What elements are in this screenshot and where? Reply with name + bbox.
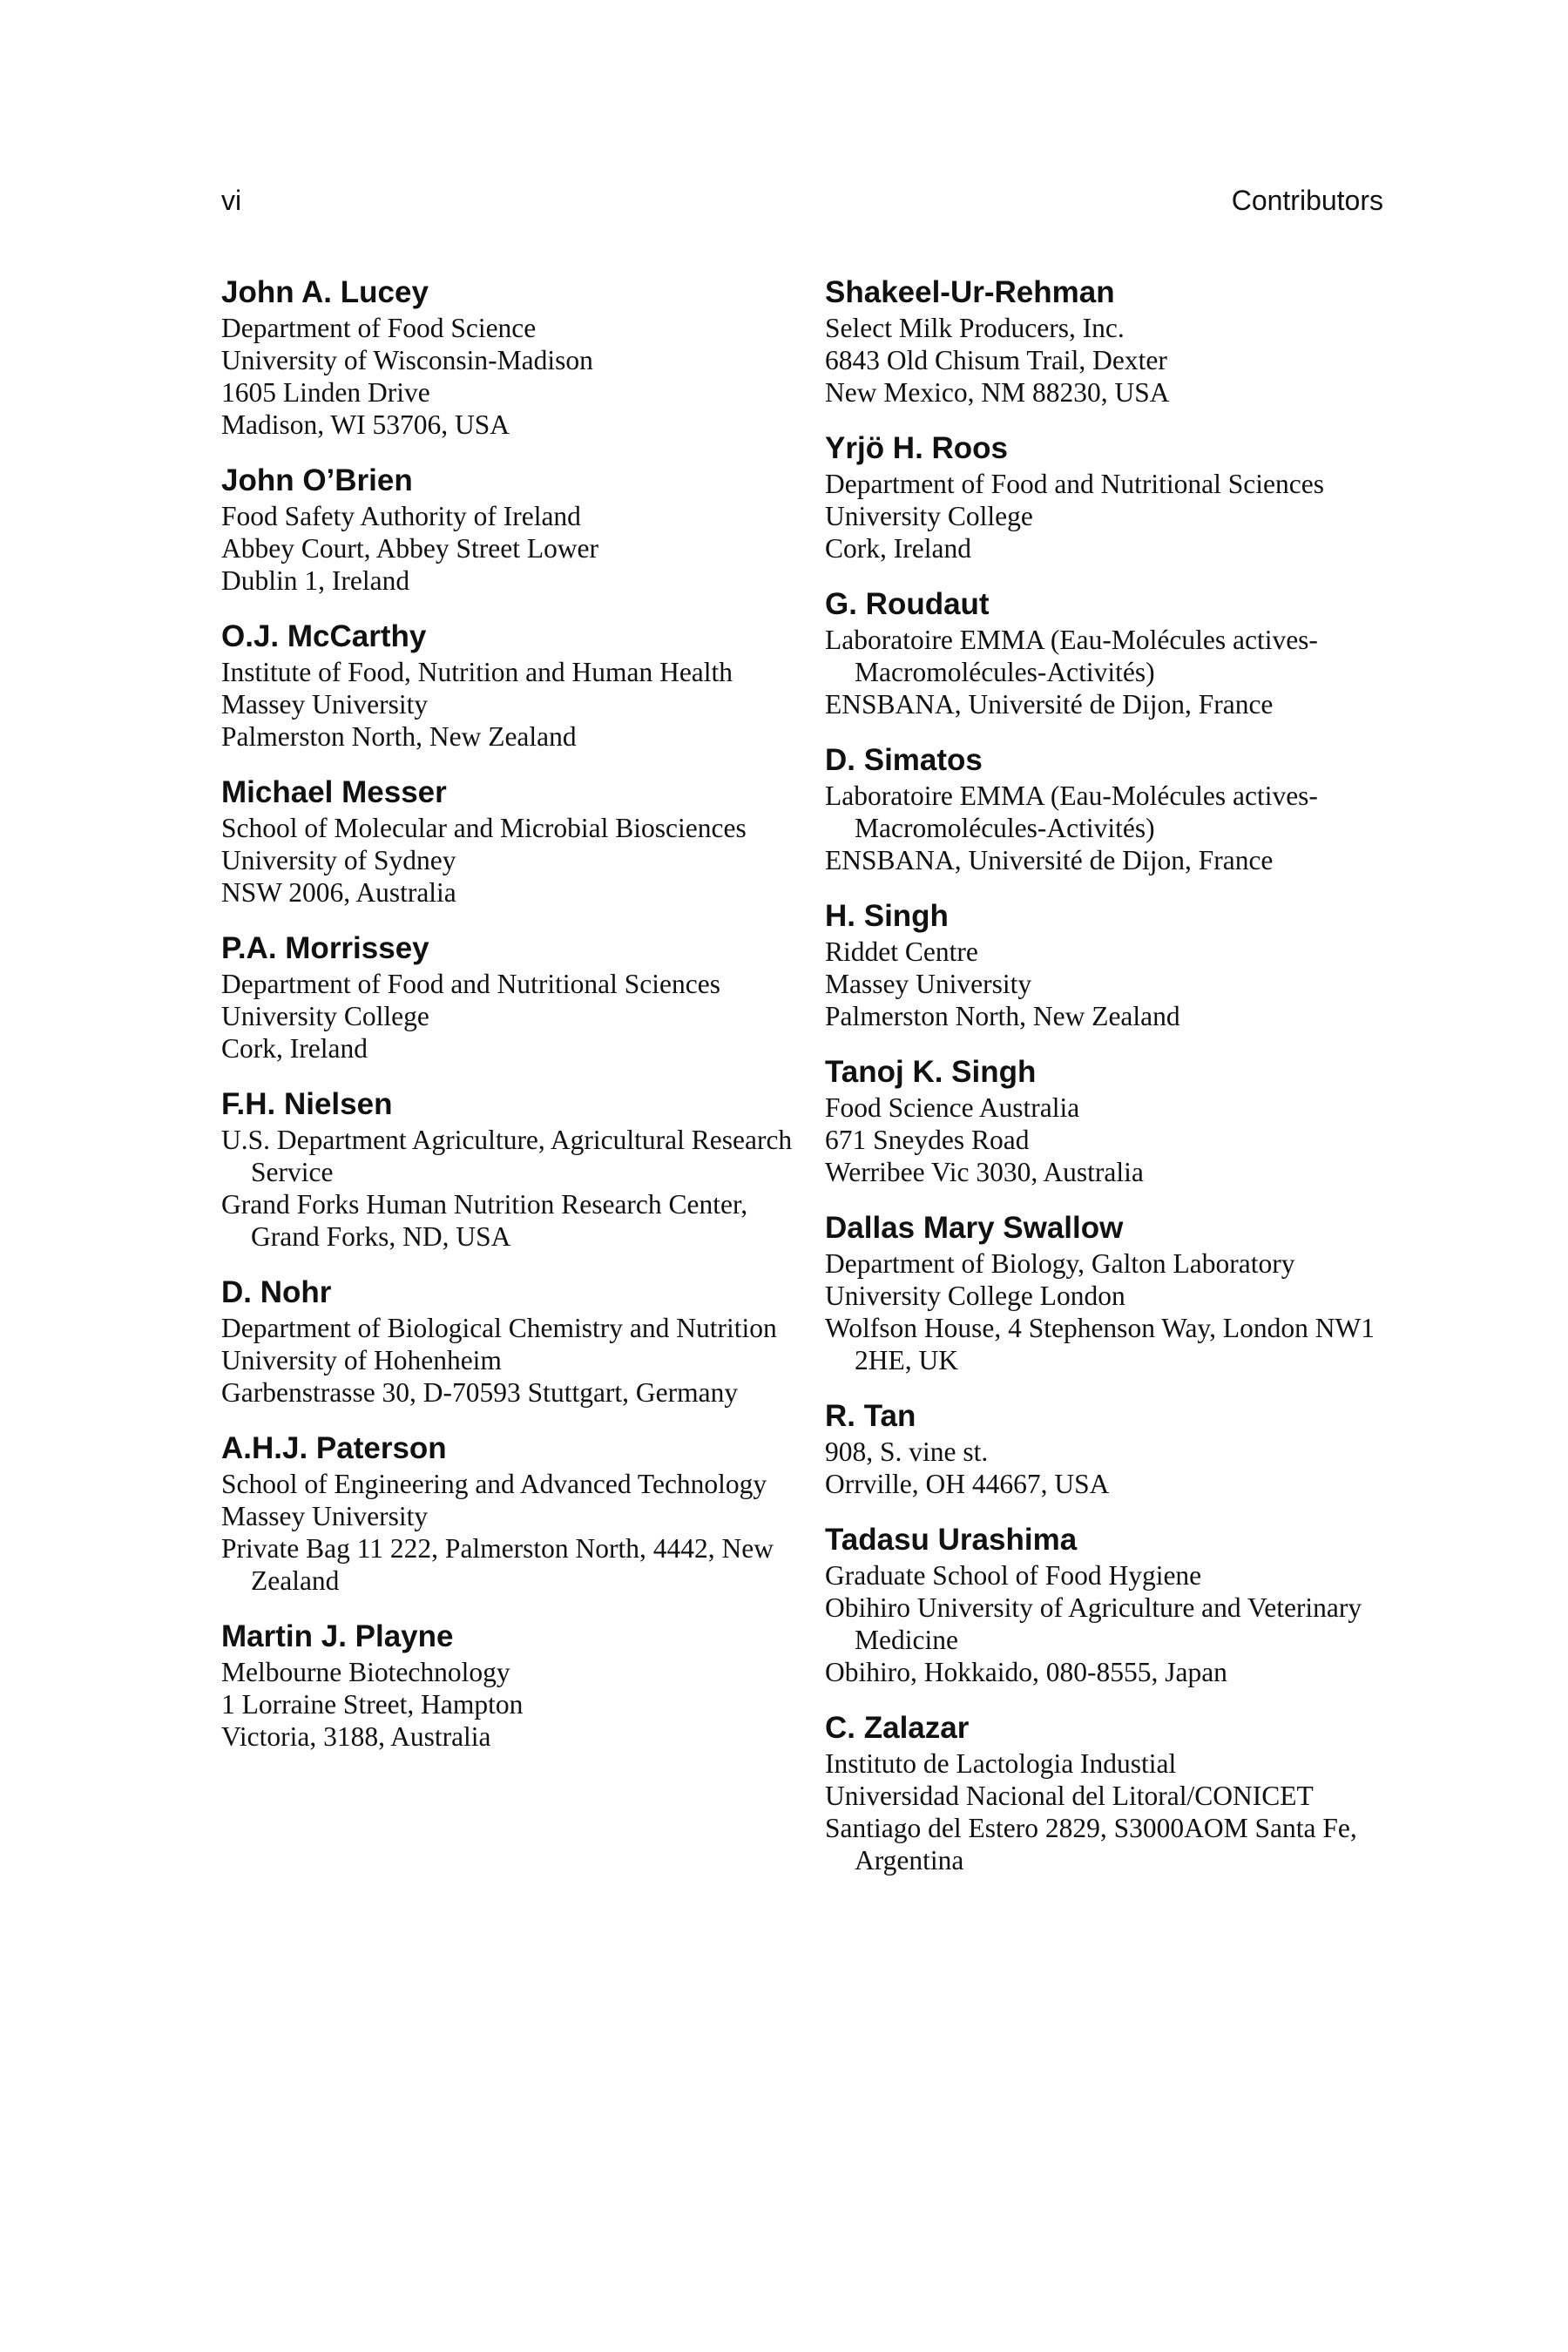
address-line: Select Milk Producers, Inc. <box>825 313 1125 343</box>
address-line: Department of Food and Nutritional Sciences <box>825 469 1324 499</box>
contributor-address <box>221 1312 814 1409</box>
address-line: Cork, Ireland <box>825 533 971 564</box>
contributor-address <box>825 1436 1417 1500</box>
address-line: Graduate School of Food Hygiene <box>825 1560 1202 1591</box>
address-line: Werribee Vic 3030, Australia <box>825 1157 1144 1187</box>
address-line: University of Wisconsin-Madison <box>221 345 593 375</box>
address-line: 908, S. vine st. <box>825 1436 989 1467</box>
contributor-name: O.J. McCarthy <box>221 619 427 653</box>
address-line: Food Safety Authority of Ireland <box>221 501 581 531</box>
contributor-name: G. Roudaut <box>825 587 990 621</box>
contributor-name: Dallas Mary Swallow <box>825 1211 1124 1245</box>
address-line: NSW 2006, Australia <box>221 877 456 908</box>
contributor-entry <box>221 775 814 909</box>
address-line: New Mexico, NM 88230, USA <box>825 377 1170 408</box>
address-line: Instituto de Lactologia Industial <box>825 1748 1177 1779</box>
contributor-address <box>825 780 1417 876</box>
address-line: Universidad Nacional del Litoral/CONICET <box>825 1781 1314 1811</box>
contributor-name: Tanoj K. Singh <box>825 1055 1037 1089</box>
page-number: vi <box>221 185 242 216</box>
address-line: 1605 Linden Drive <box>221 377 430 408</box>
contributor-name: C. Zalazar <box>825 1711 970 1745</box>
address-line: Cork, Ireland <box>221 1033 368 1064</box>
address-line: Massey University <box>221 1501 429 1531</box>
address-line: Palmerston North, New Zealand <box>825 1001 1180 1031</box>
contributor-entry <box>825 1523 1417 1688</box>
contributor-entry <box>825 1211 1417 1376</box>
contributor-name: Shakeel-Ur-Rehman <box>825 275 1115 309</box>
address-line: Melbourne Biotechnology <box>221 1657 510 1687</box>
contributor-entry <box>221 1275 814 1409</box>
address-line: University College <box>825 501 1033 531</box>
contributor-address <box>825 1092 1417 1188</box>
address-line: Institute of Food, Nutrition and Human Health <box>221 657 733 687</box>
address-line: 6843 Old Chisum Trail, Dexter <box>825 345 1167 375</box>
address-line: Massey University <box>221 689 429 720</box>
address-line: Department of Food and Nutritional Sciences <box>221 969 720 999</box>
address-line: Private Bag 11 222, Palmerston North, 4442, New Zealand <box>221 1533 774 1596</box>
contributor-address <box>221 1124 814 1253</box>
contributor-name: A.H.J. Paterson <box>221 1431 447 1465</box>
contributor-address <box>221 1468 814 1597</box>
address-line: Abbey Court, Abbey Street Lower <box>221 533 599 564</box>
contributor-name: Yrjö H. Roos <box>825 431 1009 465</box>
left-column <box>221 275 814 1775</box>
contributor-name: Tadasu Urashima <box>825 1523 1078 1557</box>
contributor-entry <box>221 1087 814 1253</box>
contributor-address <box>221 312 814 441</box>
address-line: Department of Biological Chemistry and Nutrition <box>221 1313 777 1343</box>
address-line: Massey University <box>825 969 1032 999</box>
contributor-entry <box>825 1055 1417 1188</box>
contributor-entry <box>825 1711 1417 1876</box>
contributor-name: John A. Lucey <box>221 275 429 309</box>
contributor-name: P.A. Morrissey <box>221 931 429 965</box>
contributor-entry <box>221 463 814 597</box>
address-line: Santiago del Estero 2829, S3000AOM Santa Fe, Argentina <box>825 1813 1357 1876</box>
address-line: U.S. Department Agriculture, Agricultural Research Service <box>221 1125 793 1187</box>
contributor-name: D. Nohr <box>221 1275 332 1309</box>
address-line: Grand Forks Human Nutrition Research Center, Grand Forks, ND, USA <box>221 1189 748 1252</box>
address-line: Laboratoire EMMA (Eau-Molécules actives-Macromolécules-Activités) <box>825 781 1318 843</box>
address-line: Madison, WI 53706, USA <box>221 409 510 440</box>
contributor-address <box>825 1747 1417 1876</box>
contributor-address <box>825 1247 1417 1376</box>
address-line: Food Science Australia <box>825 1092 1080 1123</box>
contributor-entry <box>221 1619 814 1753</box>
contributor-name: D. Simatos <box>825 743 983 777</box>
contributor-entry <box>825 1399 1417 1500</box>
address-line: School of Engineering and Advanced Technology <box>221 1469 767 1499</box>
contributor-name: H. Singh <box>825 899 949 933</box>
contributor-address <box>221 812 814 909</box>
address-line: Dublin 1, Ireland <box>221 565 410 596</box>
contributor-address <box>825 1559 1417 1688</box>
contributor-address <box>825 468 1417 564</box>
contributor-address <box>221 1656 814 1753</box>
contributor-entry <box>825 431 1417 564</box>
contributor-entry <box>221 619 814 753</box>
contributor-entry <box>221 931 814 1064</box>
contributor-address <box>221 968 814 1064</box>
contributor-name: R. Tan <box>825 1399 916 1433</box>
address-line: University of Sydney <box>221 845 456 875</box>
running-head <box>221 185 1383 217</box>
section-title: Contributors <box>1231 185 1383 216</box>
contributor-name: Martin J. Playne <box>221 1619 454 1653</box>
contributor-entry <box>825 743 1417 876</box>
contributor-entry <box>825 275 1417 409</box>
address-line: University of Hohenheim <box>221 1345 502 1375</box>
contributor-name: F.H. Nielsen <box>221 1087 393 1121</box>
address-line: Obihiro, Hokkaido, 080-8555, Japan <box>825 1657 1227 1687</box>
contributor-address <box>221 656 814 753</box>
address-line: ENSBANA, Université de Dijon, France <box>825 689 1274 720</box>
contributor-entry <box>221 275 814 441</box>
address-line: Orrville, OH 44667, USA <box>825 1469 1110 1499</box>
address-line: Department of Food Science <box>221 313 537 343</box>
address-line: Obihiro University of Agriculture and Veterinary Medicine <box>825 1592 1362 1655</box>
address-line: Victoria, 3188, Australia <box>221 1721 491 1752</box>
contributor-name: Michael Messer <box>221 775 447 809</box>
address-line: Garbenstrasse 30, D-70593 Stuttgart, Germany <box>221 1377 739 1408</box>
address-line: 1 Lorraine Street, Hampton <box>221 1689 524 1720</box>
right-column <box>825 275 1417 1899</box>
contributor-address <box>825 312 1417 409</box>
contributor-entry <box>825 587 1417 720</box>
address-line: University College <box>221 1001 429 1031</box>
address-line: University College London <box>825 1281 1125 1311</box>
contributor-address <box>825 624 1417 720</box>
contributor-entry <box>825 899 1417 1032</box>
address-line: ENSBANA, Université de Dijon, France <box>825 845 1274 875</box>
contributor-address <box>221 500 814 597</box>
address-line: Department of Biology, Galton Laboratory <box>825 1248 1295 1279</box>
address-line: School of Molecular and Microbial Biosciences <box>221 813 747 843</box>
address-line: Wolfson House, 4 Stephenson Way, London NW1 2HE, UK <box>825 1313 1375 1375</box>
address-line: Palmerston North, New Zealand <box>221 721 577 752</box>
contributor-address <box>825 936 1417 1032</box>
contributor-entry <box>221 1431 814 1597</box>
contributor-name: John O’Brien <box>221 463 413 497</box>
address-line: 671 Sneydes Road <box>825 1125 1030 1155</box>
address-line: Riddet Centre <box>825 936 978 967</box>
address-line: Laboratoire EMMA (Eau-Molécules actives-Macromolécules-Activités) <box>825 625 1318 687</box>
